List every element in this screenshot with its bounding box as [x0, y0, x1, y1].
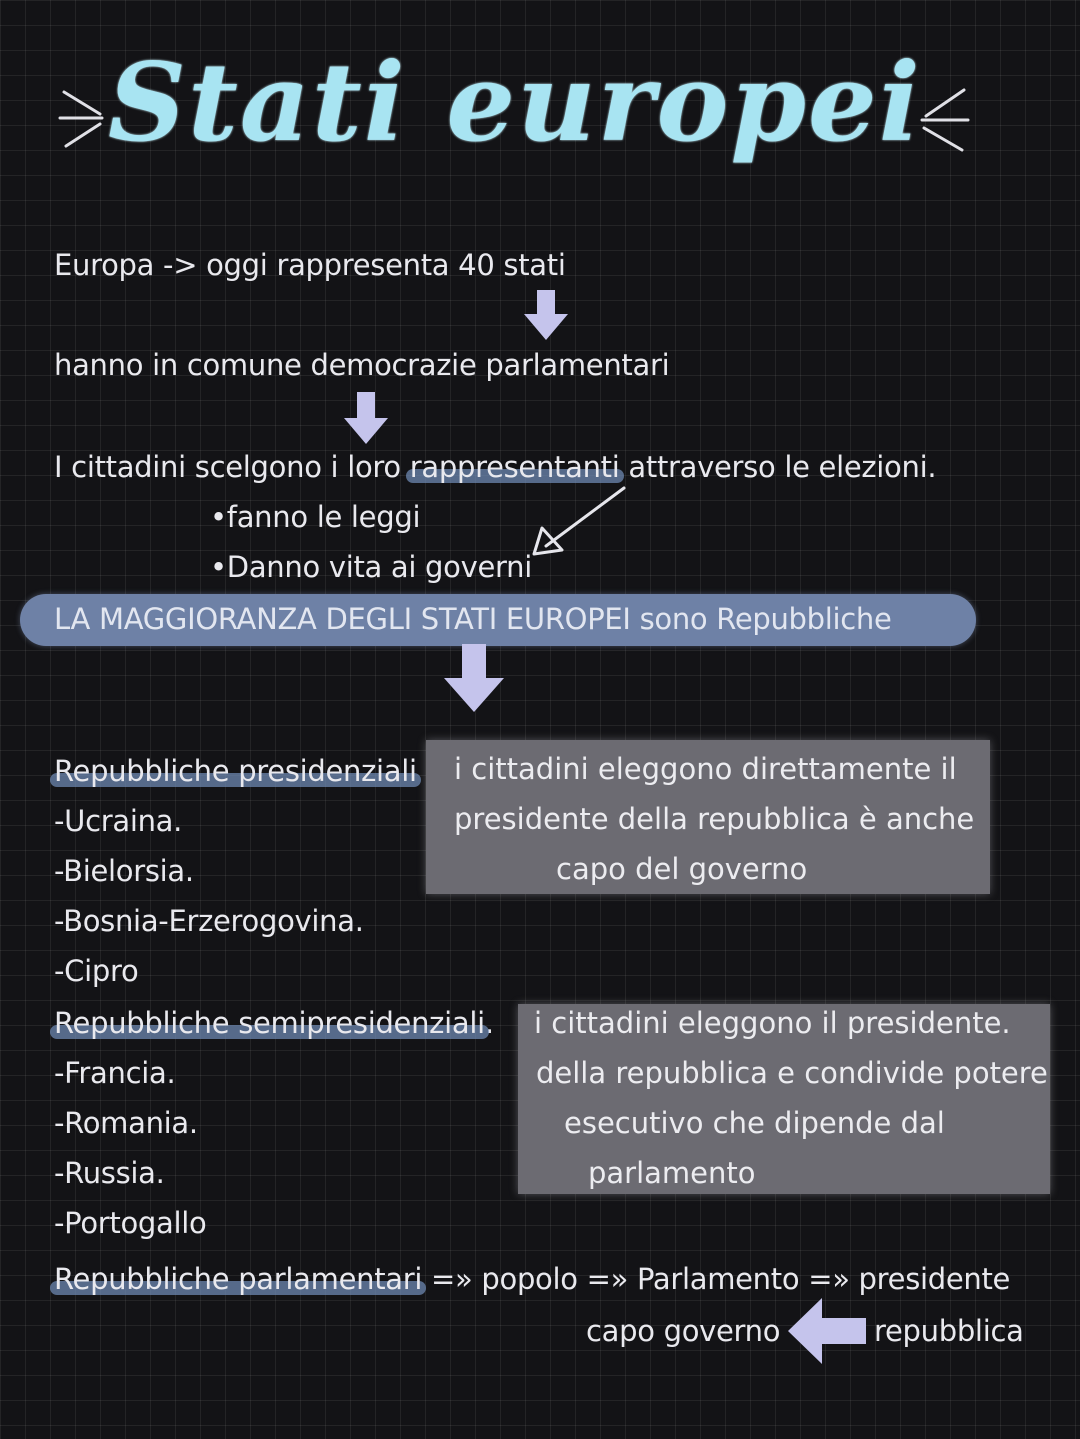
- diagonal-arrow-icon: [528, 484, 628, 560]
- semipresidential-note-box: [518, 1004, 1050, 1194]
- list-item: -Portogallo: [54, 1206, 207, 1240]
- list-item: -Francia.: [54, 1056, 176, 1090]
- repubblica-text: repubblica: [874, 1314, 1024, 1348]
- majority-republics-text: LA MAGGIORANZA DEGLI STATI EUROPEI sono Repubbliche: [54, 602, 892, 636]
- citizens-elect-line: [54, 450, 936, 484]
- down-arrow-icon: [344, 392, 388, 444]
- semipresidential-heading-suffix: .: [484, 1006, 494, 1040]
- presidential-note-line: i cittadini eleggono direttamente il: [454, 752, 957, 786]
- list-item: -Bosnia-Erzerogovina.: [54, 904, 364, 938]
- page-title: Stati europei: [108, 40, 922, 166]
- presidential-heading-wrap: [54, 754, 417, 788]
- semipresidential-note-line: parlamento: [588, 1156, 756, 1190]
- parliamentary-heading: Repubbliche parlamentari: [54, 1262, 423, 1296]
- presidential-note-line: capo del governo: [556, 852, 808, 886]
- representatives-highlight: rappresentanti: [409, 450, 620, 484]
- citizens-elect-text: I cittadini scelgono i loro: [54, 450, 410, 484]
- bullet-governments: •Danno vita ai governi: [210, 550, 532, 584]
- semipresidential-heading: Repubbliche semipresidenziali: [54, 1006, 485, 1040]
- list-item: -Ucraina.: [54, 804, 183, 838]
- presidential-note-line: presidente della repubblica è anche: [454, 802, 975, 836]
- down-arrow-icon: [444, 644, 504, 712]
- list-item: -Bielorsia.: [54, 854, 194, 888]
- list-item: -Russia.: [54, 1156, 165, 1190]
- presidential-note-box: [426, 740, 990, 894]
- semipresidential-heading-wrap: [54, 1006, 494, 1040]
- semipresidential-note-line: esecutivo che dipende dal: [564, 1106, 945, 1140]
- elections-text: attraverso le elezioni.: [619, 450, 937, 484]
- semipresidential-note-line: della repubblica e condivide potere: [536, 1056, 1048, 1090]
- parliamentary-line: [54, 1262, 1010, 1296]
- parliamentary-flow: =» popolo =» Parlamento =» presidente: [422, 1262, 1011, 1296]
- down-arrow-icon: [524, 290, 568, 340]
- presidential-heading: Repubbliche presidenziali: [54, 754, 417, 788]
- list-item: -Romania.: [54, 1106, 198, 1140]
- left-arrow-icon: [788, 1298, 866, 1364]
- right-deco-lines-icon: [912, 78, 972, 158]
- semipresidential-note-line: i cittadini eleggono il presidente.: [534, 1006, 1011, 1040]
- left-deco-lines-icon: [56, 78, 108, 158]
- democracy-line: hanno in comune democrazie parlamentari: [54, 348, 670, 382]
- bullet-laws: •fanno le leggi: [210, 500, 421, 534]
- europe-states-line: Europa -> oggi rappresenta 40 stati: [54, 248, 566, 282]
- list-item: -Cipro: [54, 954, 139, 988]
- capo-governo-text: capo governo: [586, 1314, 781, 1348]
